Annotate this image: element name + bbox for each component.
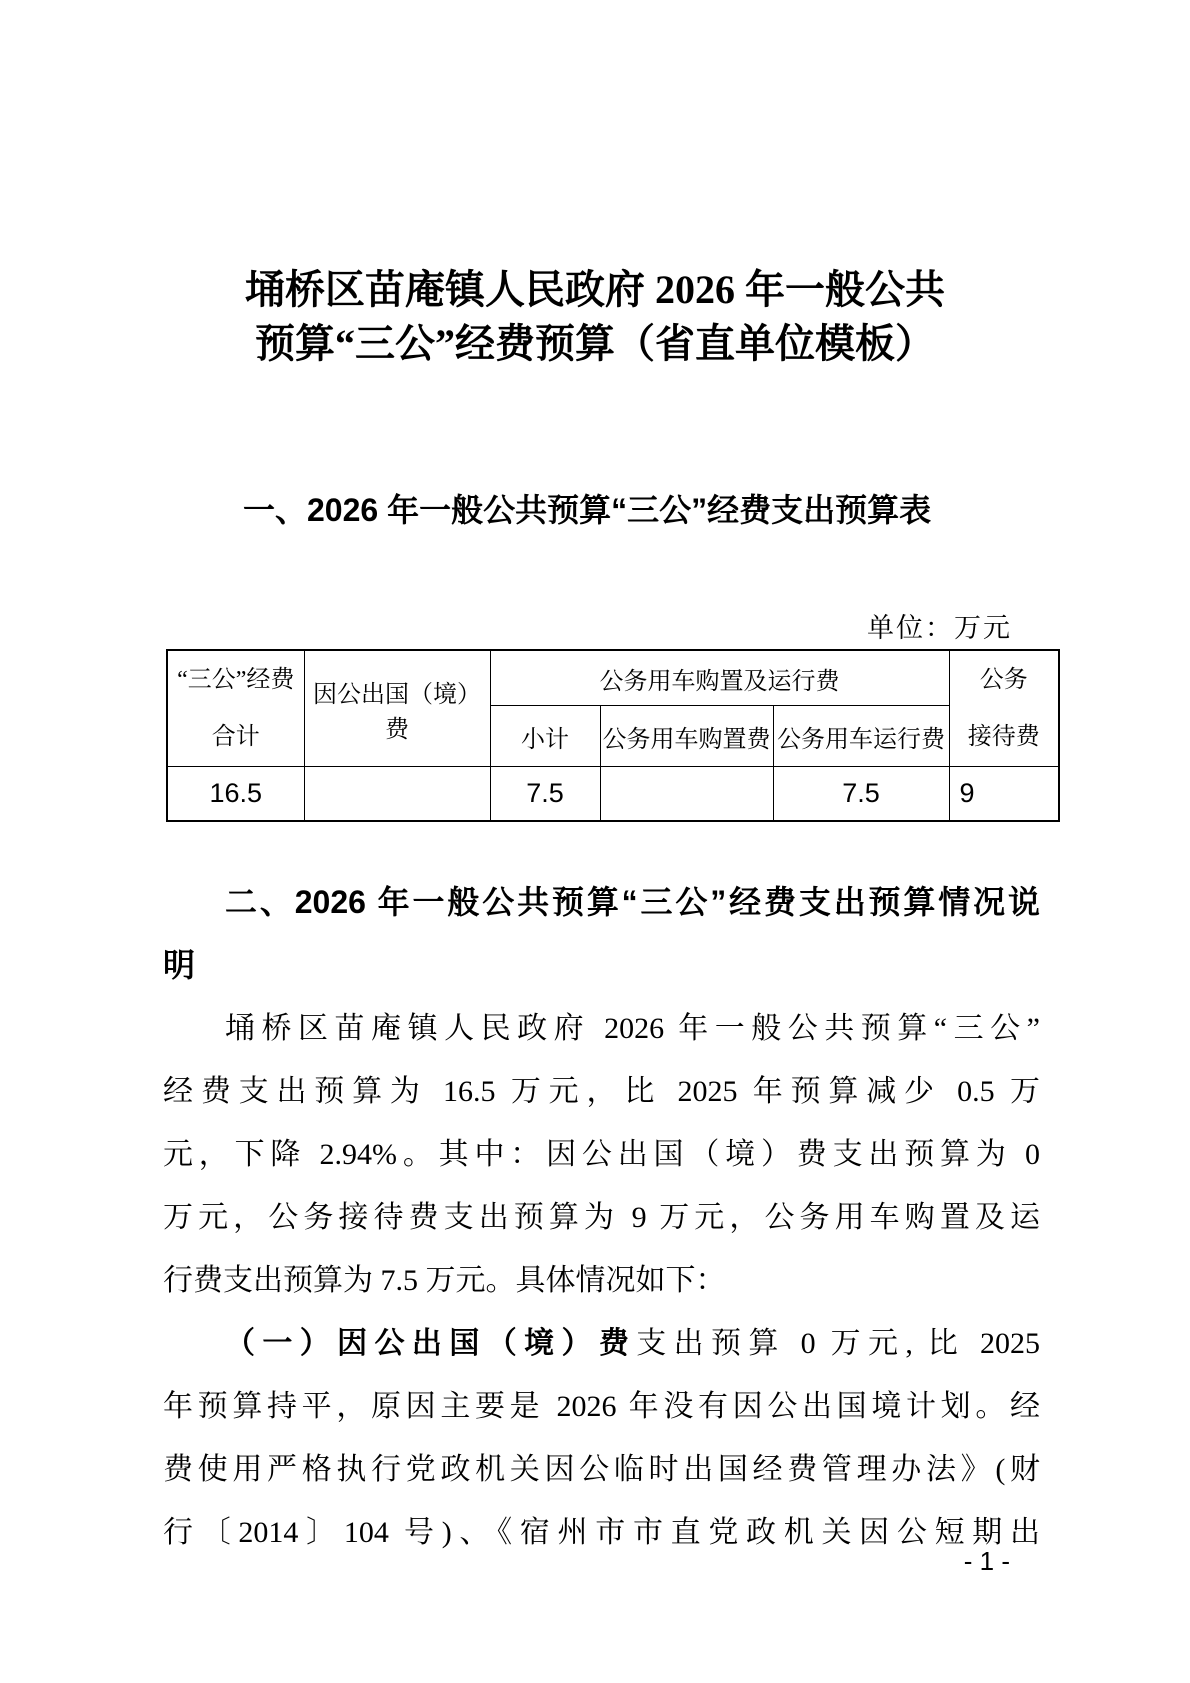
table-unit-label: 单位：万元: [867, 613, 1012, 643]
section2-heading-line1: 二、2026 年一般公共预算“三公”经费支出预算情况说: [225, 884, 1040, 920]
header-vehicle-purchase: 公务用车购置费: [600, 706, 773, 767]
value-vehicle-purchase: [600, 767, 773, 822]
value-total: 16.5: [167, 767, 304, 822]
document-title: [0, 263, 1190, 371]
header-total: [167, 650, 304, 767]
header-vehicle-operation: 公务用车运行费: [773, 706, 949, 767]
header-reception: [949, 650, 1059, 767]
paragraph2-line: 费使用严格执行党政机关因公临时出国经费管理办法》(财: [163, 1453, 1040, 1486]
title-line-2: 预算“三公”经费预算（省直单位模板）: [255, 321, 935, 366]
paragraph2-line: 行〔2014〕104 号)、《宿州市市直党政机关因公短期出: [163, 1516, 1040, 1549]
paragraph1-line: 经费支出预算为 16.5 万元，比 2025 年预算减少 0.5 万: [163, 1075, 1040, 1108]
paragraph2-lead-bold: （一）因公出国（境）费: [225, 1327, 637, 1360]
paragraph2-lead-rest: 支出预算 0 万元, 比 2025: [636, 1327, 1040, 1360]
budget-table: [166, 649, 1060, 822]
section1-heading: 一、2026 年一般公共预算“三公”经费支出预算表: [243, 492, 932, 528]
value-reception: 9: [949, 767, 1059, 822]
paragraph1-line: 万元，公务接待费支出预算为 9 万元，公务用车购置及运: [163, 1201, 1040, 1234]
paragraph1-line: 行费支出预算为 7.5 万元。具体情况如下：: [163, 1264, 726, 1297]
header-abroad: 因公出国（境）费: [304, 650, 490, 767]
paragraph2-line: 年预算持平，原因主要是 2026 年没有因公出国境计划。经: [163, 1390, 1040, 1423]
header-reception-line1: 公务: [979, 666, 1028, 693]
value-vehicle-operation: 7.5: [773, 767, 949, 822]
paragraph1-line: 元，下降 2.94%。其中：因公出国（境）费支出预算为 0: [163, 1138, 1040, 1171]
title-line-1: 埇桥区苗庵镇人民政府 2026 年一般公共: [245, 267, 945, 312]
section2-heading-line2: 明: [163, 947, 196, 983]
paragraph1-line: 埇桥区苗庵镇人民政府 2026 年一般公共预算“三公”: [225, 1012, 1040, 1045]
value-abroad: [304, 767, 490, 822]
header-vehicle-group: 公务用车购置及运行费: [490, 650, 949, 706]
header-total-line1: “三公”经费: [177, 666, 295, 693]
section2-body: [163, 871, 1040, 1564]
value-vehicle-subtotal: 7.5: [490, 767, 600, 822]
header-vehicle-subtotal: 小计: [490, 706, 600, 767]
header-reception-line2: 接待费: [967, 723, 1040, 750]
table-row: [167, 767, 1059, 822]
paragraph2-lead-line: [163, 1312, 1040, 1375]
page-number: - 1 -: [963, 1546, 1010, 1576]
header-total-line2: 合计: [211, 723, 260, 750]
